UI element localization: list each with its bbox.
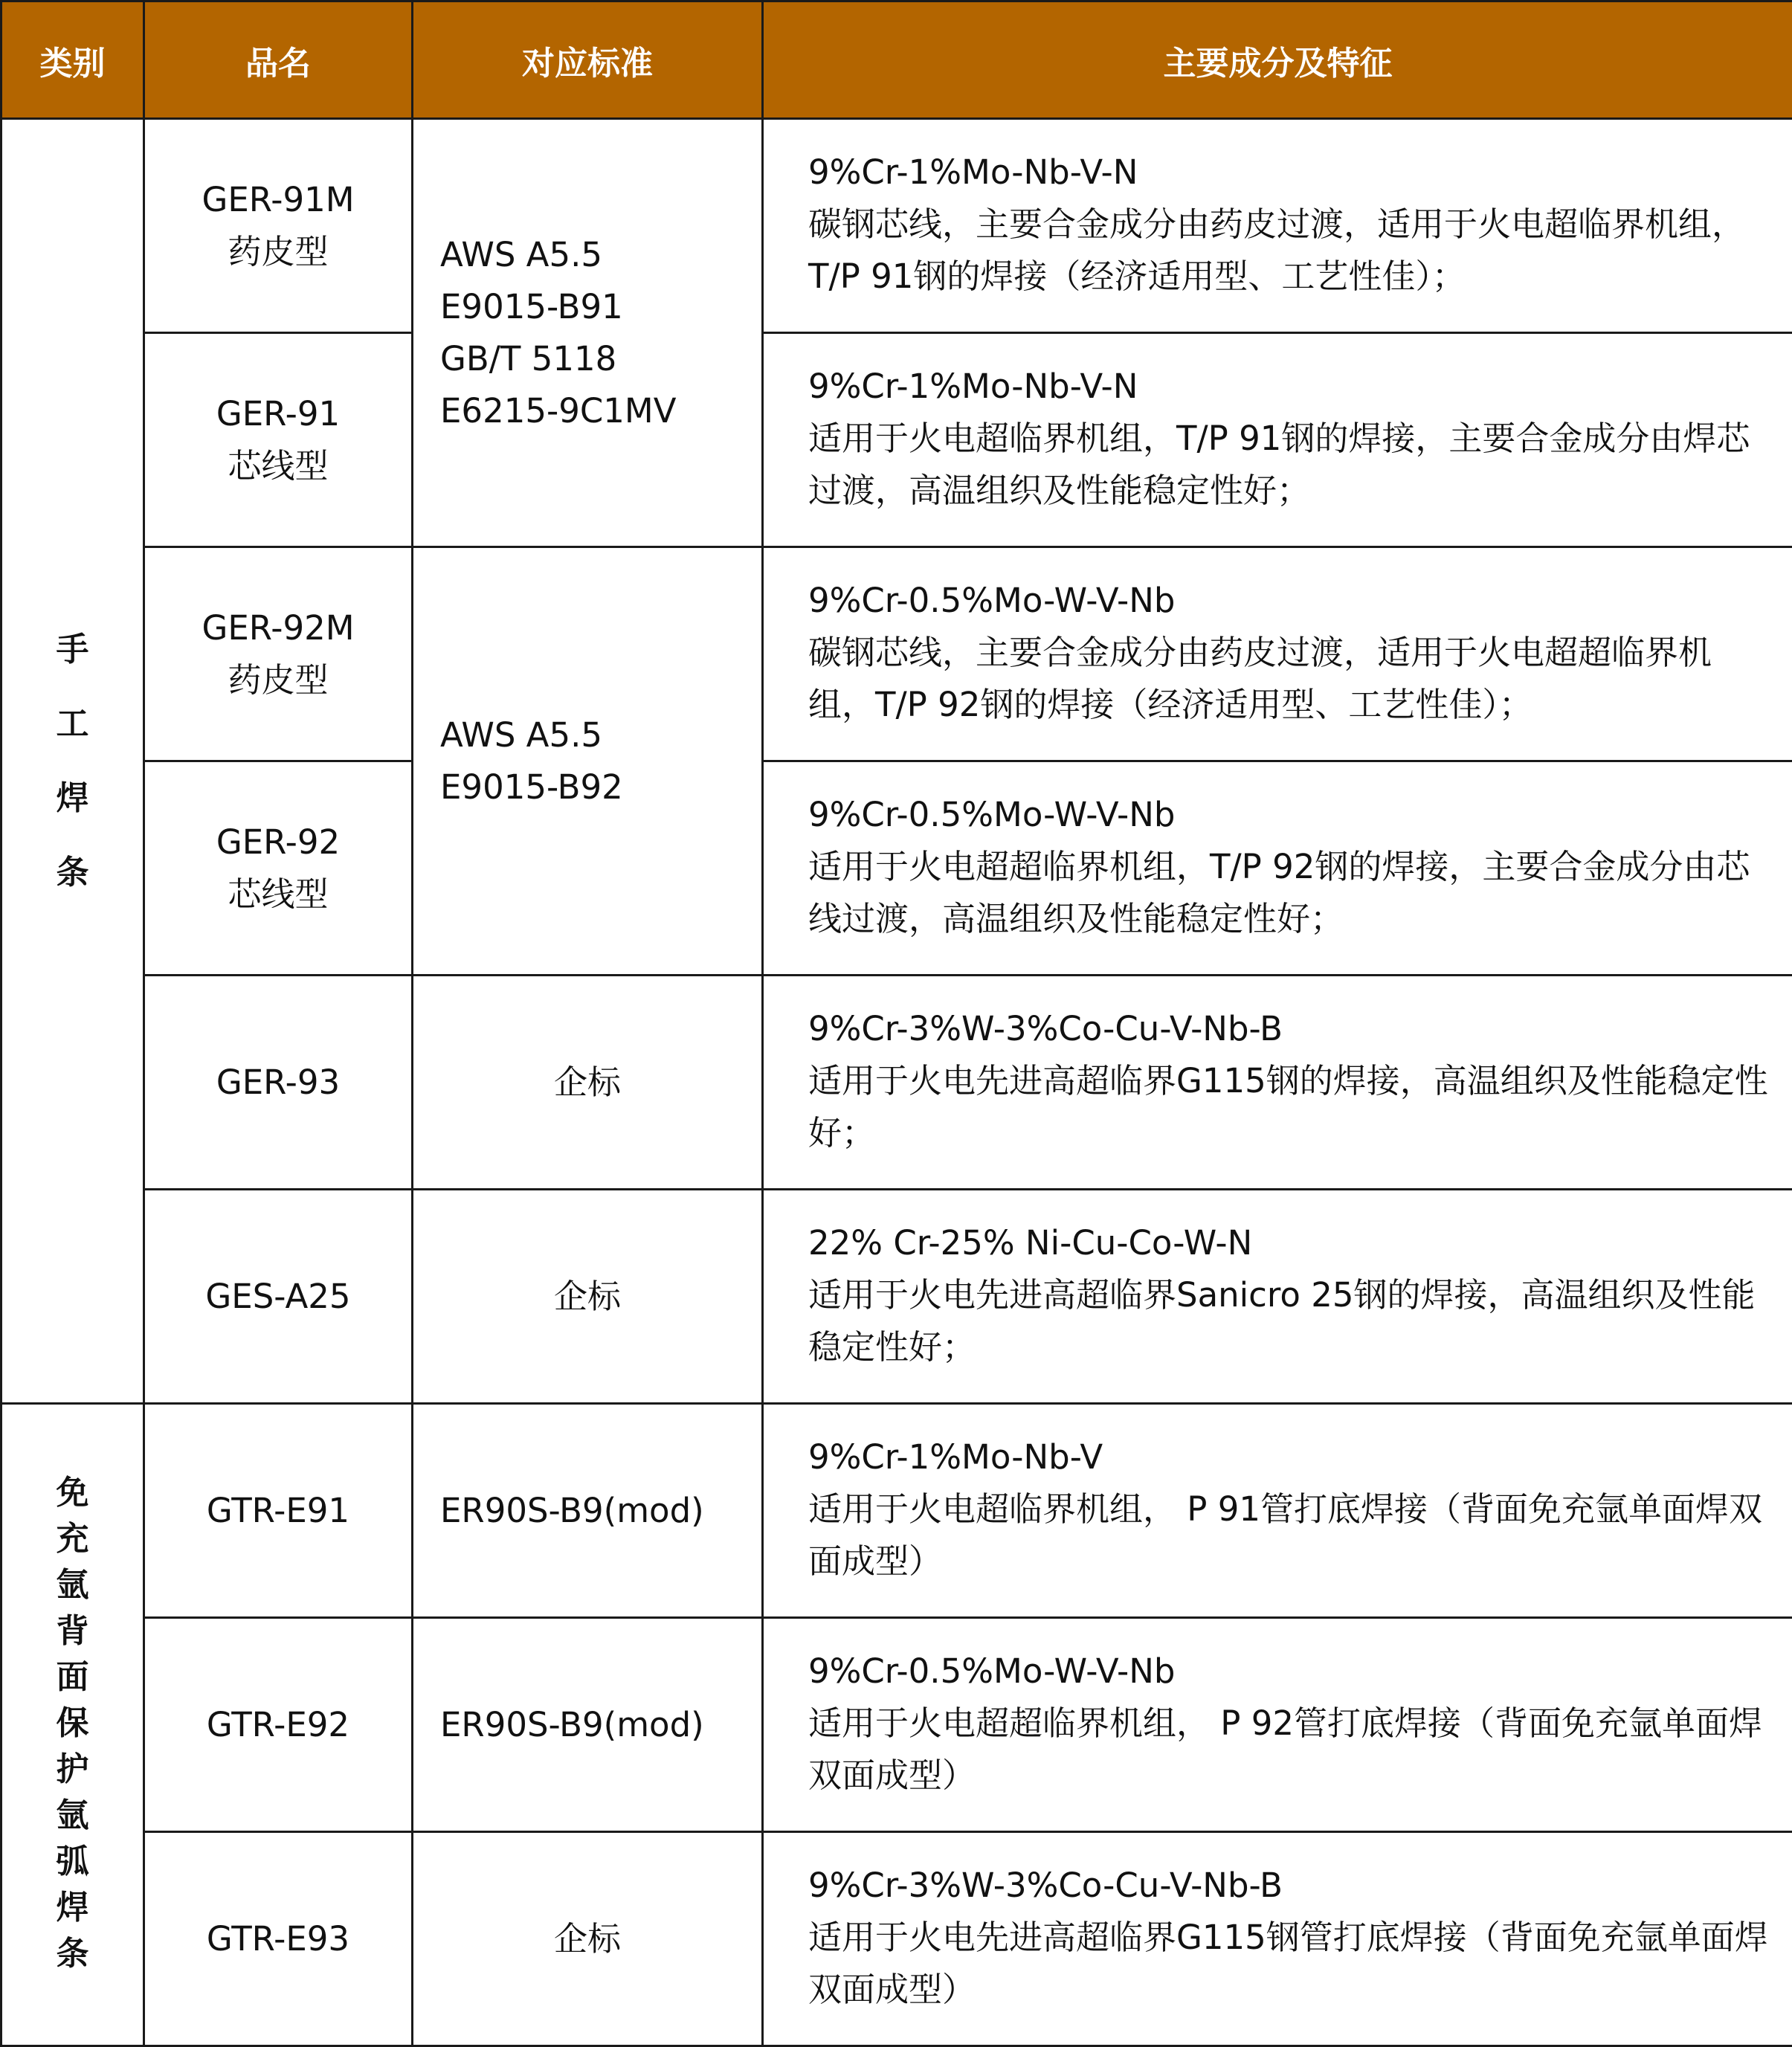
features-cell	[763, 119, 1792, 333]
product-name: GER-93	[145, 1057, 411, 1109]
features-cell	[763, 333, 1792, 547]
standard-line: E9015-B92	[440, 761, 761, 813]
product-name-cell	[144, 1404, 413, 1618]
product-type: 药皮型	[145, 654, 411, 706]
standard-cell	[413, 976, 763, 1190]
product-name: GER-91	[145, 388, 411, 440]
standard-line: E6215-9C1MV	[440, 385, 761, 437]
product-name: GER-91M	[145, 174, 411, 226]
description: 适用于火电超超临界机组， P 92管打底焊接（背面免充氩单面焊双面成型）	[808, 1698, 1777, 1802]
composition: 9%Cr-1%Mo-Nb-V-N	[808, 146, 1777, 199]
composition: 9%Cr-1%Mo-Nb-V	[808, 1431, 1777, 1483]
standard-value: 企标	[554, 1063, 621, 1102]
product-name-cell	[144, 1832, 413, 2046]
header-features: 主要成分及特征	[763, 1, 1792, 119]
standard-line: GB/T 5118	[440, 333, 761, 385]
standard-cell	[413, 119, 763, 547]
description: 适用于火电先进高超临界Sanicro 25钢的焊接，高温组织及性能稳定性好；	[808, 1269, 1777, 1373]
standard-cell	[413, 1618, 763, 1832]
category-label: 免充氩背面保护氩弧焊条	[54, 1470, 91, 1977]
table-row	[1, 761, 1792, 976]
table-row	[1, 333, 1792, 547]
table-row	[1, 1832, 1792, 2046]
composition: 9%Cr-3%W-3%Co-Cu-V-Nb-B	[808, 1860, 1777, 1912]
product-name: GTR-E92	[145, 1699, 411, 1751]
standard-value: ER90S-B9(mod)	[440, 1705, 704, 1744]
standard-line: AWS A5.5	[440, 709, 761, 761]
header-category: 类别	[1, 1, 144, 119]
features-cell	[763, 1404, 1792, 1618]
features-cell	[763, 1618, 1792, 1832]
product-type: 芯线型	[145, 868, 411, 921]
features-cell	[763, 1832, 1792, 2046]
composition: 9%Cr-3%W-3%Co-Cu-V-Nb-B	[808, 1003, 1777, 1055]
features-cell	[763, 547, 1792, 761]
header-standard: 对应标准	[413, 1, 763, 119]
product-name-cell	[144, 1618, 413, 1832]
product-name: GTR-E91	[145, 1485, 411, 1537]
description: 适用于火电先进高超临界G115钢管打底焊接（背面免充氩单面焊双面成型）	[808, 1912, 1777, 2016]
description: 适用于火电超临界机组， P 91管打底焊接（背面免充氩单面焊双面成型）	[808, 1483, 1777, 1587]
composition: 9%Cr-0.5%Mo-W-V-Nb	[808, 1645, 1777, 1698]
features-cell	[763, 1190, 1792, 1404]
table-row	[1, 119, 1792, 333]
product-name-cell	[144, 976, 413, 1190]
product-name-cell	[144, 761, 413, 976]
product-type: 芯线型	[145, 440, 411, 492]
standard-line: E9015-B91	[440, 281, 761, 333]
table-row	[1, 547, 1792, 761]
table-row	[1, 1404, 1792, 1618]
product-name: GER-92	[145, 816, 411, 868]
table-header-row	[1, 1, 1792, 119]
product-name: GTR-E93	[145, 1913, 411, 1965]
features-cell	[763, 976, 1792, 1190]
table-row	[1, 1618, 1792, 1832]
description: 适用于火电超超临界机组，T/P 92钢的焊接，主要合金成分由芯线过渡，高温组织及性能稳定性好；	[808, 841, 1777, 945]
header-name: 品名	[144, 1, 413, 119]
product-name-cell	[144, 1190, 413, 1404]
standard-cell	[413, 1404, 763, 1618]
table-row	[1, 976, 1792, 1190]
standard-line: AWS A5.5	[440, 229, 761, 281]
product-name: GES-A25	[145, 1271, 411, 1323]
composition: 9%Cr-0.5%Mo-W-V-Nb	[808, 575, 1777, 627]
product-name: GER-92M	[145, 602, 411, 654]
standard-cell	[413, 1832, 763, 2046]
category-cell-manual-electrode	[1, 119, 144, 1404]
standard-value: 企标	[554, 1277, 621, 1316]
table-row	[1, 1190, 1792, 1404]
category-label: 手工焊条	[54, 613, 91, 910]
composition: 9%Cr-0.5%Mo-W-V-Nb	[808, 789, 1777, 841]
standard-value: 企标	[554, 1919, 621, 1959]
standard-cell	[413, 547, 763, 976]
description: 碳钢芯线，主要合金成分由药皮过渡，适用于火电超临界机组，T/P 91钢的焊接（经济适用型、工艺性佳）；	[808, 199, 1777, 303]
standard-value: ER90S-B9(mod)	[440, 1491, 704, 1530]
category-cell-argon-free-tig	[1, 1404, 144, 2046]
product-name-cell	[144, 333, 413, 547]
description: 碳钢芯线，主要合金成分由药皮过渡，适用于火电超超临界机组，T/P 92钢的焊接（经济适用型、工艺性佳）；	[808, 627, 1777, 731]
composition: 9%Cr-1%Mo-Nb-V-N	[808, 361, 1777, 413]
standard-cell	[413, 1190, 763, 1404]
composition: 22% Cr-25% Ni-Cu-Co-W-N	[808, 1217, 1777, 1269]
description: 适用于火电超临界机组，T/P 91钢的焊接，主要合金成分由焊芯过渡，高温组织及性能稳定性好；	[808, 413, 1777, 517]
product-name-cell	[144, 547, 413, 761]
product-name-cell	[144, 119, 413, 333]
features-cell	[763, 761, 1792, 976]
description: 适用于火电先进高超临界G115钢的焊接，高温组织及性能稳定性好；	[808, 1055, 1777, 1159]
product-type: 药皮型	[145, 226, 411, 278]
